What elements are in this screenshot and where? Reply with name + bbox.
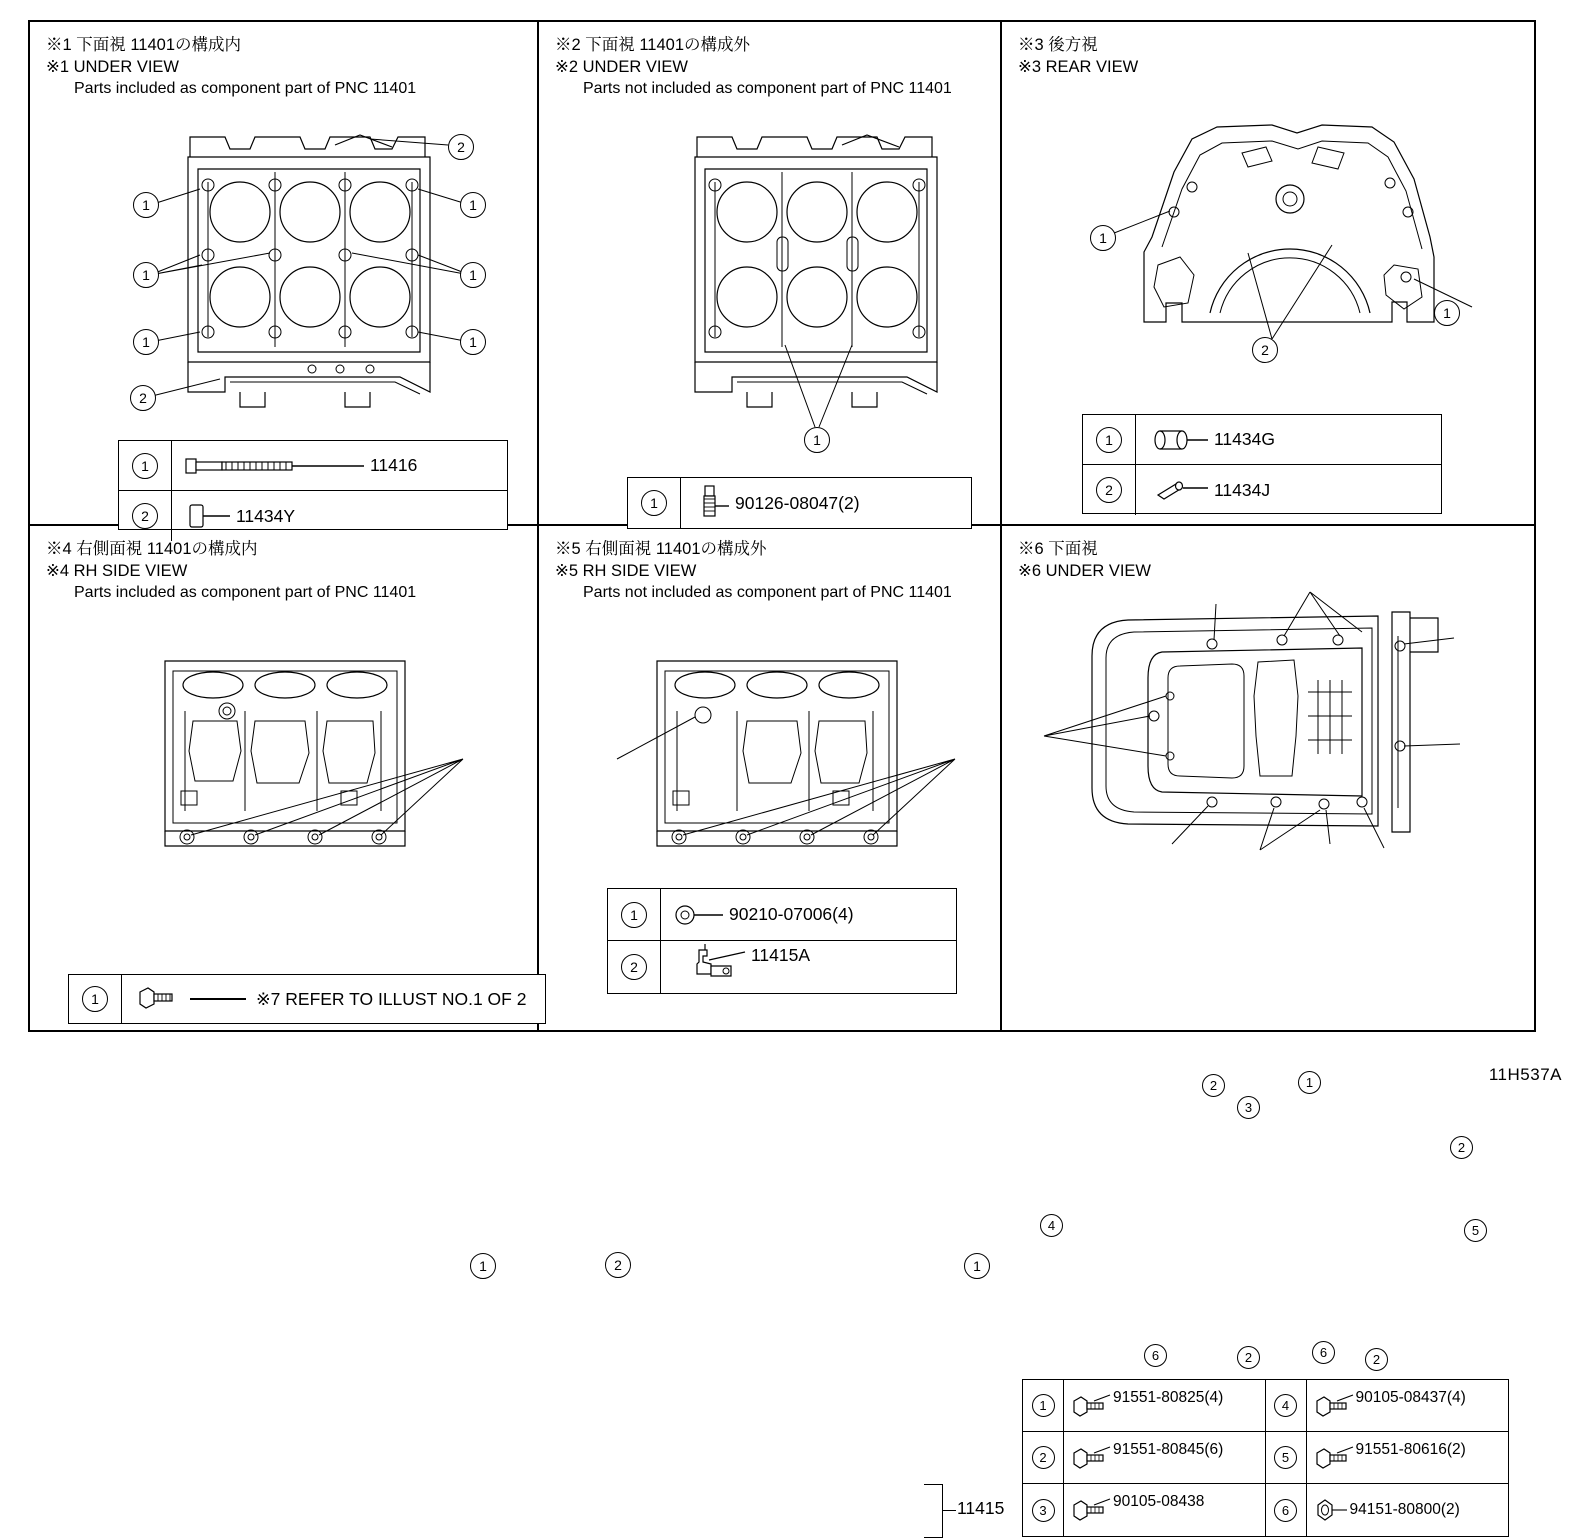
legend-row — [1266, 1484, 1509, 1536]
legend-part-number: 91551-80616(2) — [1355, 1440, 1466, 1458]
legend-row — [1266, 1380, 1509, 1432]
panel-3-header — [1018, 34, 1138, 78]
panel-1-note: Parts included as component part of PNC 11401 — [74, 80, 417, 97]
legend-number: 5 — [1266, 1432, 1307, 1483]
legend-body — [1307, 1388, 1509, 1419]
callout-2: 2 — [448, 134, 474, 160]
legend-part-number: 94151-80800(2) — [1349, 1501, 1460, 1518]
panel-4-title-en: ※4 RH SIDE VIEW — [46, 562, 188, 580]
washer-icon — [673, 902, 723, 928]
panel-1-title-en: ※1 UNDER VIEW — [46, 58, 180, 76]
panel-2-title-en: ※2 UNDER VIEW — [555, 58, 689, 76]
legend-part-number: 90105-08437(4) — [1355, 1388, 1466, 1406]
callout-2: 2 — [1252, 337, 1278, 363]
bolt-short-icon — [134, 984, 180, 1014]
bolt-short-icon — [1313, 1393, 1353, 1419]
callout-3: 3 — [1237, 1096, 1260, 1119]
legend-part-number: 11434Y — [236, 505, 296, 526]
panel-under-view-included — [30, 22, 539, 526]
legend-body — [661, 902, 956, 928]
callout-1: 1 — [460, 192, 486, 218]
panel-6-title-en: ※6 UNDER VIEW — [1018, 562, 1152, 580]
legend-row — [608, 889, 956, 941]
legend-bracket — [924, 1484, 943, 1538]
panel-6-title-jp: ※6 下面視 — [1018, 540, 1098, 558]
callout-1: 1 — [460, 329, 486, 355]
sleeve-icon — [1148, 425, 1208, 455]
panel-3-rear-housing-art — [1122, 117, 1452, 367]
callout-2: 2 — [130, 385, 156, 411]
callout-1: 1 — [133, 262, 159, 288]
legend-part-number: 91551-80845(6) — [1113, 1440, 1224, 1458]
legend-number: 6 — [1266, 1484, 1307, 1536]
bolt-short-icon — [1070, 1497, 1110, 1523]
legend-row — [1023, 1484, 1266, 1536]
callout-1: 1 — [460, 262, 486, 288]
panel-2-title-jp: ※2 下面視 11401の構成外 — [555, 36, 751, 54]
legend-row — [69, 975, 545, 1023]
panel-1-legend — [118, 440, 508, 530]
callout-2: 2 — [605, 1252, 631, 1278]
legend-body — [1136, 475, 1441, 505]
panel-3-legend — [1082, 414, 1442, 514]
legend-part-number-sub: 11415A — [751, 944, 811, 965]
callout-1: 1 — [1090, 225, 1116, 251]
panel-1-header — [46, 34, 416, 100]
pin-icon — [1148, 475, 1208, 505]
legend-part-number: 11434G — [1214, 429, 1275, 449]
panel-2-note: Parts not included as component part of PNC 11401 — [583, 80, 952, 97]
panel-4-title-jp: ※4 右側面視 11401の構成内 — [46, 540, 258, 558]
callout-2: 2 — [1237, 1346, 1260, 1369]
legend-number: 3 — [1023, 1484, 1064, 1536]
panel-5-block-side-art — [637, 641, 977, 856]
legend-body — [122, 984, 545, 1014]
legend-number: 2 — [1023, 1432, 1064, 1483]
legend-row — [1083, 415, 1441, 465]
panel-5-legend — [607, 888, 957, 994]
legend-body — [1307, 1497, 1509, 1523]
legend-part-number-main: 11415 — [957, 1498, 1005, 1518]
legend-part-number: 11434J — [1214, 479, 1271, 500]
panel-5-note: Parts not included as component part of PNC 11401 — [583, 584, 952, 601]
panel-5-header — [555, 538, 952, 604]
callout-1: 1 — [804, 427, 830, 453]
legend-row — [608, 941, 956, 993]
panel-4-header — [46, 538, 416, 604]
panel-3-title-en: ※3 REAR VIEW — [1018, 58, 1139, 76]
panel-6-oil-pan-art — [1062, 596, 1482, 856]
sheet-code: 11H537A — [1488, 1065, 1562, 1084]
legend-number: 1 — [1023, 1380, 1064, 1431]
legend-body — [1307, 1440, 1509, 1471]
legend-part-number: 90126-08047(2) — [735, 492, 860, 513]
legend-number: 4 — [1266, 1380, 1307, 1431]
callout-1: 1 — [470, 1253, 496, 1279]
panel-2-engine-block-art — [637, 127, 997, 417]
legend-row — [1083, 465, 1441, 515]
panel-4-legend — [68, 974, 546, 1024]
panel-1-engine-block-art — [130, 127, 490, 417]
panel-1-title-jp: ※1 下面視 11401の構成内 — [46, 36, 242, 54]
legend-row — [628, 478, 971, 528]
bolt-long-icon — [184, 454, 364, 478]
legend-row — [1023, 1380, 1266, 1432]
panel-rh-side-view-not-included — [539, 526, 1005, 1518]
panel-rh-side-view-included — [30, 526, 539, 1274]
stud-bolt-icon — [693, 484, 729, 522]
bolt-short-icon — [1313, 1445, 1353, 1471]
legend-body — [681, 484, 971, 522]
panel-under-view-not-included — [539, 22, 1002, 526]
legend-number: 2 — [1083, 465, 1136, 515]
panel-5-title-jp: ※5 右側面視 11401の構成外 — [555, 540, 767, 558]
panel-rear-view — [1002, 22, 1536, 526]
legend-body — [1064, 1388, 1265, 1419]
legend-part-number: 90210-07006(4) — [729, 904, 854, 924]
leader-dash — [190, 998, 246, 999]
legend-part-number: ※7 REFER TO ILLUST NO.1 OF 2 — [256, 988, 527, 1009]
legend-part-number: 91551-80825(4) — [1113, 1388, 1224, 1406]
callout-6: 6 — [1144, 1344, 1167, 1367]
callout-1: 1 — [1298, 1071, 1321, 1094]
callout-5: 5 — [1464, 1219, 1487, 1242]
legend-number: 1 — [119, 441, 172, 490]
panel-2-header — [555, 34, 952, 100]
callout-4: 4 — [1040, 1214, 1063, 1237]
callout-2: 2 — [1202, 1074, 1225, 1097]
panel-6-header — [1018, 538, 1151, 582]
bolt-short-icon — [1070, 1445, 1110, 1471]
legend-body — [1064, 1493, 1265, 1523]
legend-row — [1023, 1432, 1266, 1484]
legend-number: 1 — [628, 478, 681, 528]
legend-part-number: 11416 — [370, 455, 418, 475]
legend-body — [1136, 425, 1441, 455]
legend-row — [1266, 1432, 1509, 1484]
nut-icon — [1313, 1497, 1347, 1523]
legend-body — [1064, 1440, 1265, 1471]
legend-number: 1 — [608, 889, 661, 940]
legend-part-number: 90105-08438 — [1113, 1493, 1205, 1510]
legend-body — [172, 454, 507, 478]
legend-number: 1 — [1083, 415, 1136, 464]
callout-1: 1 — [964, 1253, 990, 1279]
legend-number: 2 — [119, 491, 172, 541]
legend-bracket-stem — [942, 1510, 956, 1511]
callout-1: 1 — [133, 329, 159, 355]
legend-number: 2 — [608, 941, 661, 993]
callout-1: 1 — [1434, 300, 1460, 326]
callout-1: 1 — [133, 192, 159, 218]
legend-number: 1 — [69, 975, 122, 1023]
panel-6-legend — [1022, 1379, 1509, 1537]
sensor-icon — [685, 944, 745, 990]
panel-2-legend — [627, 477, 972, 529]
panel-5-title-en: ※5 RH SIDE VIEW — [555, 562, 697, 580]
panel-3-title-jp: ※3 後方視 — [1018, 36, 1098, 54]
legend-body — [661, 944, 956, 990]
callout-2: 2 — [1450, 1136, 1473, 1159]
callout-6: 6 — [1312, 1341, 1335, 1364]
callout-2: 2 — [1365, 1348, 1388, 1371]
panel-4-block-side-art — [145, 641, 485, 856]
legend-row — [119, 441, 507, 491]
bolt-short-icon — [1070, 1393, 1110, 1419]
panel-4-note: Parts included as component part of PNC 11401 — [74, 584, 417, 601]
